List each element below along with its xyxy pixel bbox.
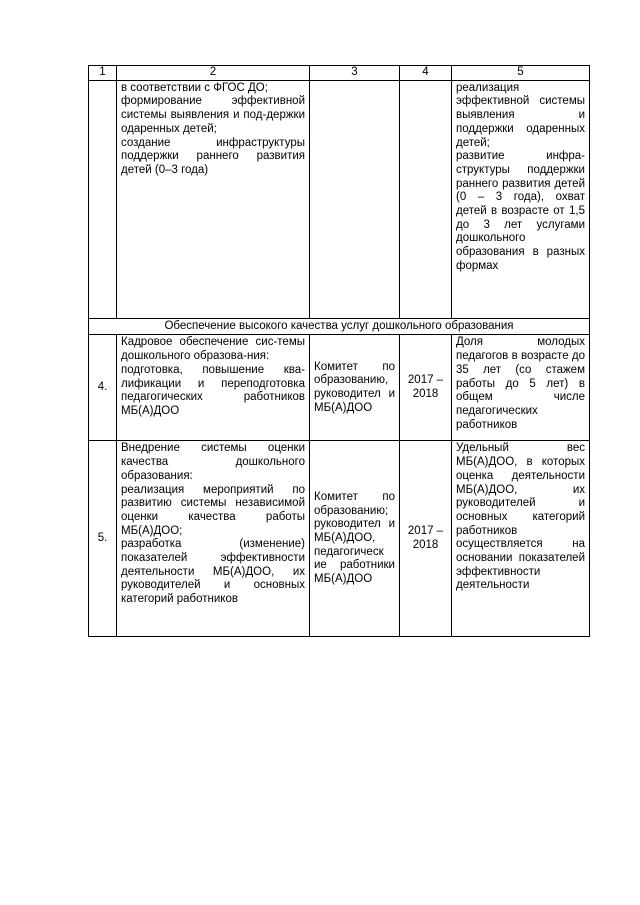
period-cell bbox=[400, 80, 452, 318]
column-number-1: 1 bbox=[89, 66, 117, 81]
indicator-cell: Доля молодых педагогов в возрасте до 35 лет (со стажем работы до 5 лет) в общем числе педагогических работников bbox=[452, 335, 590, 441]
column-number-5: 5 bbox=[452, 66, 590, 81]
column-number-3: 3 bbox=[310, 66, 400, 81]
measures-cell: Внедрение системы оценки качества дошкольного образования: реализация мероприятий по развитию системы независимой оценки качества работы МБ(А)ДОО; разработка (изменение) показателей эффективности деятельности МБ(А)ДОО, их руководителей и основных категорий работников bbox=[117, 441, 310, 637]
table-row bbox=[89, 441, 590, 637]
table-row bbox=[89, 335, 590, 441]
row-number-cell bbox=[89, 80, 117, 318]
measures-cell: Кадровое обеспечение сис-темы дошкольного образова-ния: подготовка, повышение ква-лификации и переподготовка педагогических работников МБ(А)ДОО bbox=[117, 335, 310, 441]
indicator-cell: реализация эффективной системы выявления и поддержки одаренных детей; развитие инфра-структуры поддержки раннего развития детей (0 – 3 года), охват детей в возрасте от 1,5 до 3 лет услугами дошкольного образования в разных формах bbox=[452, 80, 590, 318]
continuation-row bbox=[89, 80, 590, 318]
row-number-cell: 5. bbox=[89, 441, 117, 637]
period-cell: 2017 – 2018 bbox=[400, 335, 452, 441]
executor-cell: Комитет по образованию; руководител и МБ(А)ДОО, педагогическ ие работники МБ(А)ДОО bbox=[310, 441, 400, 637]
executor-cell: Комитет по образованию, руководител и МБ(А)ДОО bbox=[310, 335, 400, 441]
measures-cell: в соответствии с ФГОС ДО; формирование эффективной системы выявления и под-держки одаренных детей; создание инфраструктуры поддержки раннего развития детей (0–3 года) bbox=[117, 80, 310, 318]
column-number-4: 4 bbox=[400, 66, 452, 81]
column-number-2: 2 bbox=[117, 66, 310, 81]
section-title: Обеспечение высокого качества услуг дошкольного образования bbox=[89, 318, 590, 335]
period-cell: 2017 – 2018 bbox=[400, 441, 452, 637]
table-header-row bbox=[89, 66, 590, 81]
section-row bbox=[89, 318, 590, 335]
executor-cell bbox=[310, 80, 400, 318]
row-number-cell: 4. bbox=[89, 335, 117, 441]
document-table bbox=[88, 65, 590, 637]
indicator-cell: Удельный вес МБ(А)ДОО, в которых оценка деятельности МБ(А)ДОО, их руководителей и основных категорий работников осуществляется на основании показателей эффективности деятельности bbox=[452, 441, 590, 637]
